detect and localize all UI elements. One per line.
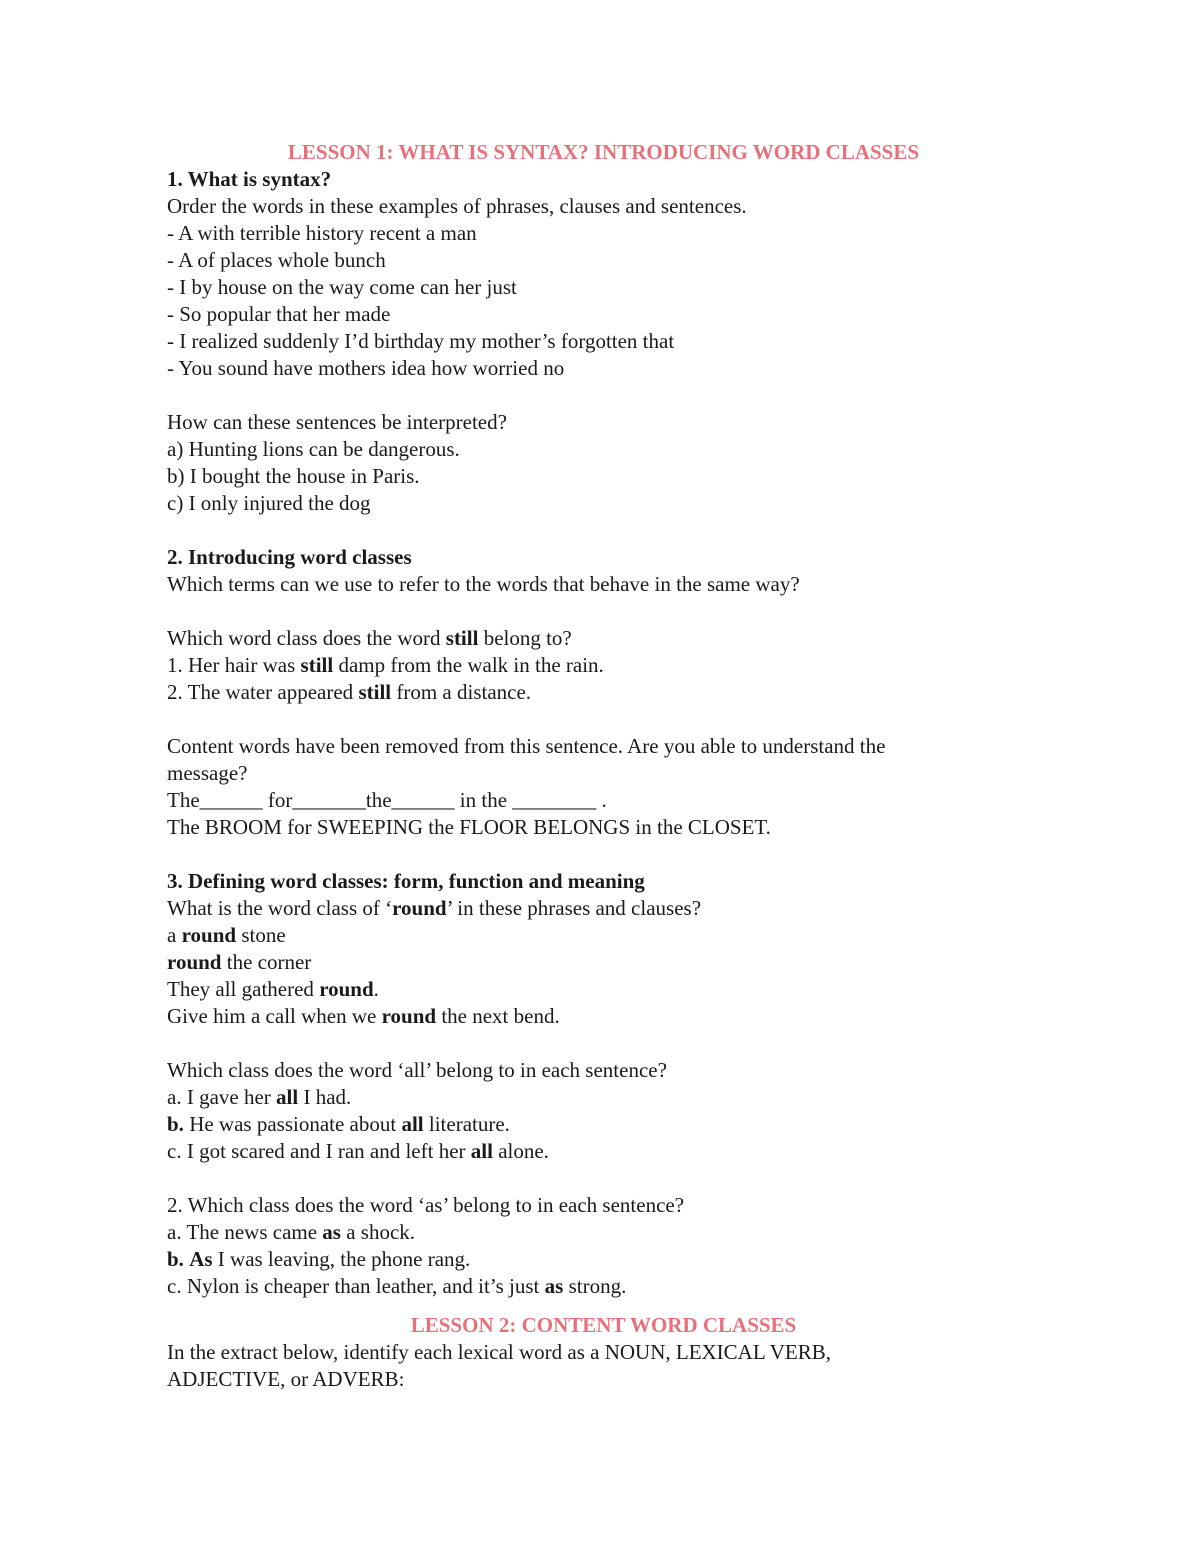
scrambled-item: - So popular that her made [167,302,391,326]
still-example-1: 1. Her hair was still damp from the walk in the rain. [167,653,604,677]
interpretation-question: How can these sentences be interpreted? [167,410,507,434]
lesson-2-title: LESSON 2: CONTENT WORD CLASSES [410,1313,797,1337]
scrambled-item: - You sound have mothers idea how worried no [167,356,565,380]
section-3-heading: 3. Defining word classes: form, function and meaning [167,869,645,893]
all-example-a: a. I gave her all I had. [167,1085,352,1109]
as-example-a: a. The news came as a shock. [167,1220,416,1244]
round-example-4: Give him a call when we round the next bend. [167,1004,560,1028]
round-example-1: a round stone [167,923,286,947]
content-words-question: Content words have been removed from this sentence. Are you able to understand the [167,734,886,758]
blank-sentence: The______ for_______the______ in the ________ . [167,788,607,812]
lesson-1-title: LESSON 1: WHAT IS SYNTAX? INTRODUCING WORD CLASSES [287,140,920,164]
as-example-c: c. Nylon is cheaper than leather, and it’s just as strong. [167,1274,627,1298]
scrambled-item: - I by house on the way come can her just [167,275,517,299]
round-example-2: round the corner [167,950,312,974]
lesson-2-instruction-cont: ADJECTIVE, or ADVERB: [167,1367,405,1391]
lesson-2-instruction: In the extract below, identify each lexical word as a NOUN, LEXICAL VERB, [167,1340,832,1364]
ambiguous-sentence: c) I only injured the dog [167,491,371,515]
all-example-b: b. He was passionate about all literature. [167,1112,510,1136]
all-question: Which class does the word ‘all’ belong to in each sentence? [167,1058,667,1082]
round-example-3: They all gathered round. [167,977,379,1001]
still-example-2: 2. The water appeared still from a distance. [167,680,532,704]
section-1-instruction: Order the words in these examples of phrases, clauses and sentences. [167,194,747,218]
as-question: 2. Which class does the word ‘as’ belong to in each sentence? [167,1193,685,1217]
scrambled-item: - A of places whole bunch [167,248,386,272]
as-example-b: b. As I was leaving, the phone rang. [167,1247,471,1271]
round-question: What is the word class of ‘round’ in these phrases and clauses? [167,896,702,920]
ambiguous-sentence: a) Hunting lions can be dangerous. [167,437,460,461]
still-question: Which word class does the word still belong to? [167,626,572,650]
section-2-heading: 2. Introducing word classes [167,545,412,569]
scrambled-item: - I realized suddenly I’d birthday my mother’s forgotten that [167,329,675,353]
content-words-question-cont: message? [167,761,248,785]
all-example-c: c. I got scared and I ran and left her all alone. [167,1139,549,1163]
scrambled-item: - A with terrible history recent a man [167,221,477,245]
ambiguous-sentence: b) I bought the house in Paris. [167,464,420,488]
full-sentence: The BROOM for SWEEPING the FLOOR BELONGS in the CLOSET. [167,815,771,839]
section-1-heading: 1. What is syntax? [167,167,332,191]
terms-question: Which terms can we use to refer to the words that behave in the same way? [167,572,800,596]
